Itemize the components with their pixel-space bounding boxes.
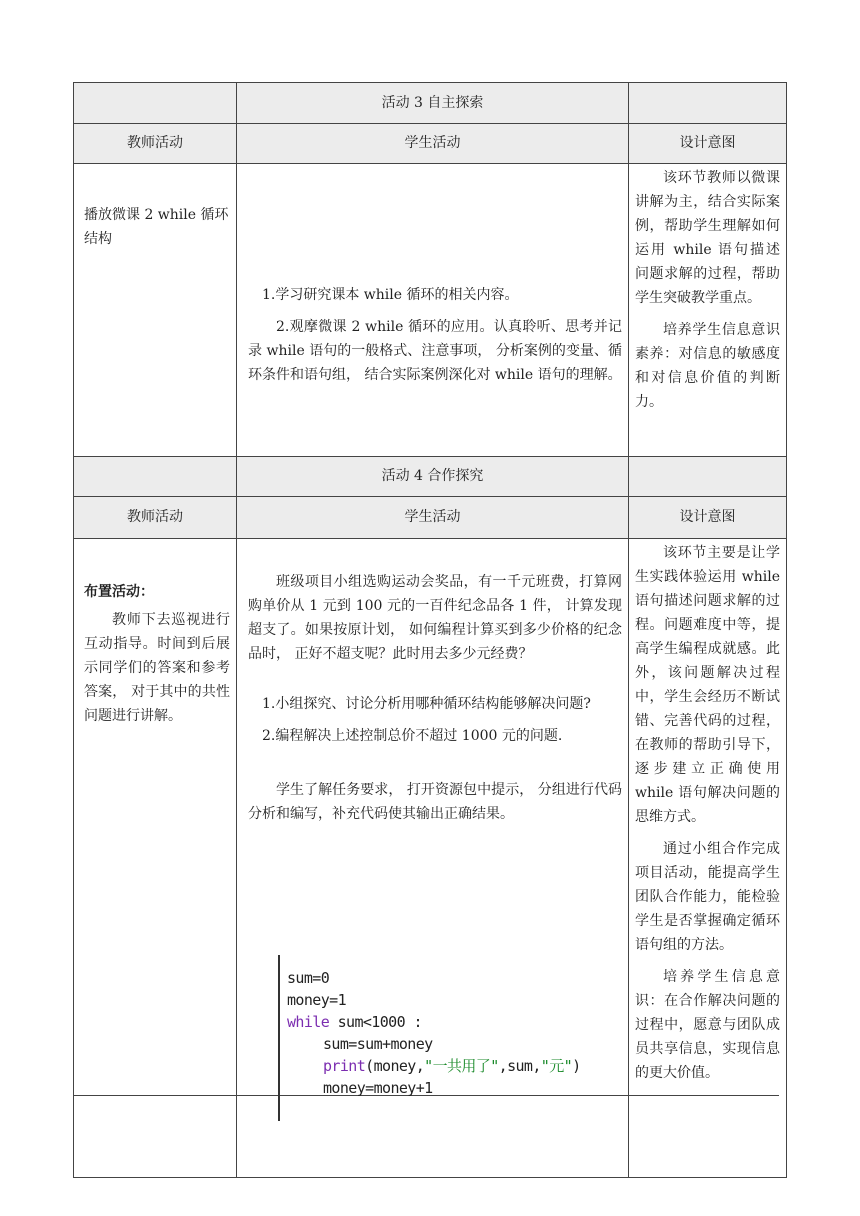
activity3-design-text — [635, 166, 780, 414]
code-text: ,sum, — [498, 1057, 541, 1075]
code-keyword: while — [287, 1013, 330, 1031]
activity3-student-text — [248, 283, 622, 387]
table-rule — [73, 1177, 787, 1178]
code-text: (money, — [365, 1057, 425, 1075]
header-design-intent: 设计意图 — [679, 509, 736, 525]
student-step-2: 2.观摩微课 2 while 循环的应用。认真聆听、思考并记录 while 语句的一般格式、注意事项， 分析案例的变量、循环条件和语句组， 结合实际案例深化对 while 语句的理解。 — [248, 319, 622, 383]
code-string: "一共用了" — [424, 1057, 499, 1075]
code-text: money=1 — [287, 991, 347, 1009]
code-line — [287, 989, 346, 1011]
code-text: sum=sum+money — [323, 1035, 433, 1053]
student-step-1: 1.学习研究课本 while 循环的相关内容。 — [262, 287, 519, 303]
code-text: sum<1000 : — [329, 1013, 422, 1031]
code-text: money=money+1 — [323, 1079, 433, 1097]
code-line — [323, 1033, 433, 1055]
code-string: "元" — [540, 1057, 573, 1075]
activity4-design-text — [635, 541, 780, 1085]
student-scenario: 班级项目小组选购运动会奖品，有一千元班费，打算网购单价从 1 元到 100 元的一百件纪念品各 1 件， 计算发现超支了。如果按原计划， 如何编程计算买到多少价格的纪念品时， 正好不超支呢？此时用去多少元经费？ — [248, 574, 622, 662]
teacher-body: 教师下去巡视进行互动指导。时间到后展示同学们的答案和参考答案， 对于其中的共性问题进行讲解。 — [84, 612, 230, 724]
code-line — [323, 1077, 433, 1099]
design-paragraph: 培养学生信息意识：在合作解决问题的过程中，愿意与团队成员共享信息，实现信息的更大价值。 — [635, 969, 780, 1081]
design-paragraph: 培养学生信息意识素养：对信息的敏感度和对信息价值的判断力。 — [635, 322, 780, 410]
code-line — [287, 1011, 422, 1033]
header-student-activity: 学生活动 — [404, 135, 461, 151]
code-margin-bar — [278, 955, 280, 1121]
table-rule — [73, 496, 787, 497]
table-rule — [73, 163, 787, 164]
student-step-1: 1.小组探究、讨论分析用哪种循环结构能够解决问题? — [262, 696, 591, 712]
header-teacher-activity: 教师活动 — [127, 509, 183, 525]
table-rule — [73, 82, 787, 83]
code-text: sum=0 — [287, 969, 330, 987]
table-rule — [786, 82, 787, 1177]
table-rule — [236, 82, 237, 1177]
table-rule — [73, 456, 787, 457]
student-step-2: 2.编程解决上述控制总价不超过 1000 元的问题. — [262, 728, 563, 744]
header-student-activity: 学生活动 — [404, 509, 461, 525]
activity4-title: 活动 4 合作探究 — [381, 468, 484, 484]
activity4-teacher-text — [84, 580, 230, 728]
code-snippet-image — [278, 955, 638, 1123]
design-paragraph: 该环节主要是让学生实践体验运用 while 语句描述问题求解的过程。问题难度中等，提高学生编程成就感。此外，该问题解决过程中，学生会经历不断试错、完善代码的过程，在教师的帮助引导下，逐步建立正确使用 while 语句解决问题的思维方式。 — [635, 545, 780, 825]
header-design-intent: 设计意图 — [679, 135, 736, 151]
activity3-teacher-text: 播放微课 2 while 循环结构 — [84, 207, 229, 247]
header-teacher-activity: 教师活动 — [127, 135, 183, 151]
design-paragraph: 该环节教师以微课讲解为主，结合实际案例，帮助学生理解如何运用 while 语句描述问题求解的过程，帮助学生突破教学重点。 — [635, 170, 780, 306]
table-rule — [73, 82, 74, 1177]
code-keyword: print — [323, 1057, 366, 1075]
activity4-student-text — [248, 570, 622, 826]
table-rule — [73, 123, 787, 124]
student-task: 学生了解任务要求， 打开资源包中提示， 分组进行代码分析和编写，补充代码使其输出正确结果。 — [248, 782, 622, 822]
design-paragraph: 通过小组合作完成项目活动，能提高学生团队合作能力，能检验学生是否掌握确定循环语句组的方法。 — [635, 841, 780, 953]
table-rule — [73, 538, 787, 539]
activity3-title: 活动 3 自主探索 — [381, 95, 484, 111]
teacher-heading: 布置活动： — [84, 584, 154, 600]
code-line — [287, 967, 329, 989]
code-line — [323, 1055, 581, 1077]
code-text: ) — [572, 1057, 581, 1075]
